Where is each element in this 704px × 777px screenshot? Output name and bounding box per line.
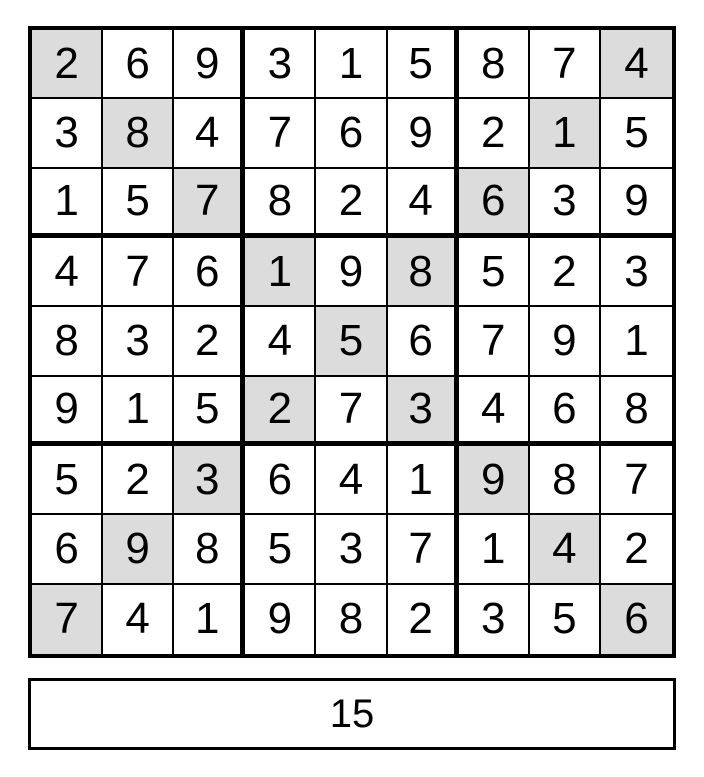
sudoku-cell[interactable]: 9 [245, 585, 316, 654]
sudoku-cell[interactable]: 2 [530, 238, 601, 307]
sudoku-cell[interactable]: 2 [459, 99, 530, 168]
sudoku-cell[interactable]: 2 [388, 585, 459, 654]
sudoku-cell[interactable]: 3 [32, 99, 103, 168]
sudoku-cell[interactable]: 4 [601, 30, 672, 99]
sudoku-cell[interactable]: 4 [103, 585, 174, 654]
sudoku-cell[interactable]: 5 [174, 377, 245, 446]
sudoku-board[interactable] [28, 26, 676, 658]
sudoku-cell[interactable]: 9 [32, 377, 103, 446]
sudoku-cell[interactable]: 1 [459, 515, 530, 584]
sudoku-cell[interactable]: 4 [388, 169, 459, 238]
sudoku-cell[interactable]: 6 [32, 515, 103, 584]
sudoku-cell[interactable]: 1 [103, 377, 174, 446]
sudoku-grid[interactable] [32, 30, 672, 654]
sudoku-cell[interactable]: 5 [103, 169, 174, 238]
sudoku-cell[interactable]: 3 [530, 169, 601, 238]
sudoku-cell[interactable]: 8 [245, 169, 316, 238]
sudoku-cell[interactable]: 2 [103, 446, 174, 515]
sudoku-cell[interactable]: 5 [245, 515, 316, 584]
sudoku-cell[interactable]: 3 [103, 307, 174, 376]
sudoku-cell[interactable]: 9 [459, 446, 530, 515]
sudoku-cell[interactable]: 3 [245, 30, 316, 99]
sudoku-cell[interactable]: 4 [174, 99, 245, 168]
sudoku-cell[interactable]: 7 [174, 169, 245, 238]
sudoku-cell[interactable]: 4 [32, 238, 103, 307]
sudoku-cell[interactable]: 9 [174, 30, 245, 99]
sudoku-cell[interactable]: 7 [388, 515, 459, 584]
sudoku-cell[interactable]: 9 [601, 169, 672, 238]
sudoku-cell[interactable]: 7 [530, 30, 601, 99]
sudoku-cell[interactable]: 4 [530, 515, 601, 584]
sudoku-cell[interactable]: 2 [174, 307, 245, 376]
sudoku-cell[interactable]: 3 [601, 238, 672, 307]
sudoku-cell[interactable]: 8 [459, 30, 530, 99]
sudoku-cell[interactable]: 3 [316, 515, 387, 584]
sudoku-cell[interactable]: 1 [316, 30, 387, 99]
sum-box [28, 678, 676, 750]
sudoku-cell[interactable]: 3 [388, 377, 459, 446]
sudoku-cell[interactable]: 6 [388, 307, 459, 376]
sudoku-cell[interactable]: 6 [530, 377, 601, 446]
sudoku-cell[interactable]: 6 [459, 169, 530, 238]
sudoku-cell[interactable]: 1 [530, 99, 601, 168]
sudoku-cell[interactable]: 7 [32, 585, 103, 654]
sudoku-cell[interactable]: 3 [174, 446, 245, 515]
sudoku-cell[interactable]: 1 [32, 169, 103, 238]
sudoku-cell[interactable]: 9 [530, 307, 601, 376]
sudoku-cell[interactable]: 8 [530, 446, 601, 515]
sudoku-cell[interactable]: 5 [316, 307, 387, 376]
sudoku-cell[interactable]: 8 [388, 238, 459, 307]
sudoku-cell[interactable]: 1 [245, 238, 316, 307]
sudoku-cell[interactable]: 6 [601, 585, 672, 654]
sudoku-cell[interactable]: 4 [245, 307, 316, 376]
sudoku-cell[interactable]: 9 [316, 238, 387, 307]
sudoku-cell[interactable]: 5 [530, 585, 601, 654]
sudoku-cell[interactable]: 2 [32, 30, 103, 99]
sudoku-cell[interactable]: 8 [103, 99, 174, 168]
sudoku-cell[interactable]: 9 [388, 99, 459, 168]
sudoku-cell[interactable]: 8 [174, 515, 245, 584]
sudoku-cell[interactable]: 8 [32, 307, 103, 376]
sudoku-cell[interactable]: 6 [316, 99, 387, 168]
sudoku-cell[interactable]: 5 [32, 446, 103, 515]
sudoku-cell[interactable]: 7 [103, 238, 174, 307]
sudoku-cell[interactable]: 1 [388, 446, 459, 515]
sudoku-cell[interactable]: 5 [601, 99, 672, 168]
sudoku-cell[interactable]: 3 [459, 585, 530, 654]
sudoku-cell[interactable]: 4 [316, 446, 387, 515]
sum-value: 15 [329, 691, 375, 736]
sudoku-cell[interactable]: 2 [601, 515, 672, 584]
sudoku-cell[interactable]: 6 [174, 238, 245, 307]
sudoku-cell[interactable]: 2 [245, 377, 316, 446]
sudoku-cell[interactable]: 4 [459, 377, 530, 446]
sudoku-cell[interactable]: 7 [245, 99, 316, 168]
sudoku-cell[interactable]: 6 [103, 30, 174, 99]
sudoku-cell[interactable]: 7 [601, 446, 672, 515]
sudoku-cell[interactable]: 7 [459, 307, 530, 376]
sudoku-cell[interactable]: 1 [174, 585, 245, 654]
sudoku-cell[interactable]: 8 [316, 585, 387, 654]
sudoku-cell[interactable]: 6 [245, 446, 316, 515]
sudoku-cell[interactable]: 5 [388, 30, 459, 99]
sudoku-cell[interactable]: 5 [459, 238, 530, 307]
sudoku-cell[interactable]: 8 [601, 377, 672, 446]
sudoku-cell[interactable]: 2 [316, 169, 387, 238]
sudoku-cell[interactable]: 7 [316, 377, 387, 446]
sudoku-cell[interactable]: 1 [601, 307, 672, 376]
sudoku-cell[interactable]: 9 [103, 515, 174, 584]
